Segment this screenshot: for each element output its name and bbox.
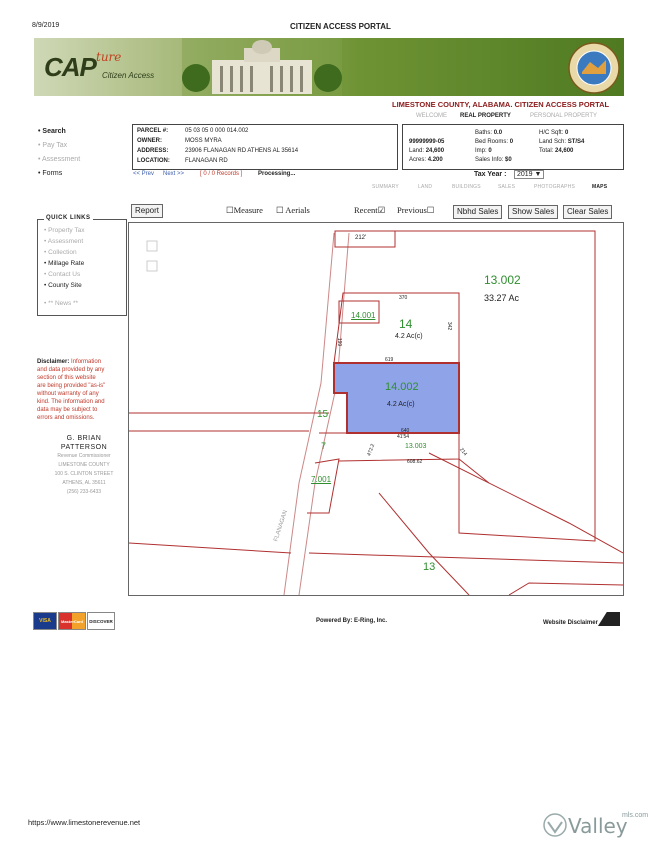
quick-link-millage-rate[interactable]: • Millage Rate bbox=[44, 260, 85, 267]
disclaimer-label: Disclaimer: bbox=[37, 359, 70, 365]
baths-value: 0.0 bbox=[493, 130, 503, 136]
report-button[interactable]: Report bbox=[131, 204, 163, 218]
dim-342: 342 bbox=[446, 321, 453, 331]
logo-script: ture bbox=[96, 50, 122, 64]
parcel-map-canvas bbox=[129, 223, 623, 595]
imp-value: 0 bbox=[488, 148, 492, 154]
parcel-13-002-area: 33.27 Ac bbox=[484, 293, 520, 303]
print-title: CITIZEN ACCESS PORTAL bbox=[290, 22, 391, 31]
hc-label: H/C Sqft: bbox=[539, 130, 564, 136]
quick-link-assessment[interactable]: • Assessment bbox=[44, 238, 84, 245]
print-date: 8/9/2019 bbox=[32, 22, 60, 29]
subject-parcel bbox=[334, 363, 459, 433]
summary-box bbox=[402, 124, 624, 170]
total-value: 24,600 bbox=[555, 148, 574, 154]
parcel-14-001[interactable]: 14.001 bbox=[351, 311, 376, 320]
quick-link-label: Collection bbox=[48, 249, 77, 256]
total-label: Total: bbox=[539, 148, 554, 154]
valley-brand-sup: mls.com bbox=[622, 812, 649, 819]
landsch-label: Land Sch: bbox=[539, 139, 567, 145]
nbhd-sales-button[interactable]: Nbhd Sales bbox=[453, 205, 502, 219]
valley-brand: Valley bbox=[568, 814, 628, 838]
dim-top: 212' bbox=[355, 235, 367, 241]
nav-pay-tax[interactable]: • Pay Tax bbox=[38, 142, 68, 149]
parcel-info-box bbox=[132, 124, 398, 170]
land-label: Land: bbox=[409, 148, 425, 154]
location-label: LOCATION: bbox=[137, 158, 170, 164]
quick-link-label: Assessment bbox=[47, 238, 84, 245]
quick-link-contact-us[interactable]: • Contact Us bbox=[44, 271, 81, 278]
location-value: FLANAGAN RD bbox=[185, 158, 228, 164]
tab-real-property[interactable]: REAL PROPERTY bbox=[460, 113, 511, 119]
address-label: ADDRESS: bbox=[137, 148, 169, 154]
official-block bbox=[37, 434, 131, 497]
dim-608-62: 608.62 bbox=[407, 459, 423, 465]
tab-summary[interactable]: SUMMARY bbox=[372, 184, 399, 190]
parcel-14-002[interactable]: 14.002 bbox=[385, 381, 419, 393]
quick-link-label: ** News ** bbox=[48, 300, 79, 307]
road-label: FLANAGAN bbox=[273, 509, 290, 543]
acres-value: 4.200 bbox=[427, 157, 443, 163]
parcel-value: 05 03 05 0 000 014.002 bbox=[185, 128, 249, 134]
measure-label: Measure bbox=[233, 205, 263, 215]
quick-link-label: Property Tax bbox=[48, 227, 85, 234]
logo-sub: Citizen Access bbox=[102, 71, 155, 80]
sales-label: Sales Info: bbox=[475, 157, 504, 163]
official-county: LIMESTONE COUNTY bbox=[58, 462, 110, 468]
quick-link-property-tax[interactable]: • Property Tax bbox=[44, 227, 85, 234]
footer-corner-decoration bbox=[598, 612, 620, 626]
records-count: [ 0 / 0 Records ] bbox=[200, 171, 243, 177]
quick-link-collection[interactable]: • Collection bbox=[44, 249, 77, 256]
disclaimer-line: without warranty of any bbox=[37, 391, 99, 397]
disclaimer-line: data may be subject to bbox=[37, 407, 98, 413]
disclaimer-line: errors and omissions. bbox=[37, 415, 95, 421]
page-url: https://www.limestonerevenue.net bbox=[28, 818, 141, 827]
disclaimer-line: are being provided "as-is" bbox=[37, 383, 106, 389]
dim-41-54: 41'54 bbox=[397, 434, 410, 440]
nav-assessment[interactable]: • Assessment bbox=[38, 156, 81, 163]
tax-year-select[interactable] bbox=[514, 170, 544, 179]
disclaimer bbox=[37, 358, 125, 422]
quick-links-title: QUICK LINKS bbox=[46, 215, 91, 221]
tab-buildings[interactable]: BUILDINGS bbox=[452, 184, 481, 190]
valley-logo-icon bbox=[542, 812, 568, 838]
next-link[interactable]: Next >> bbox=[163, 171, 185, 177]
acres-label: Acres: bbox=[409, 157, 427, 163]
tax-year-label: Tax Year : bbox=[474, 171, 507, 178]
dim-472: 472.2 bbox=[366, 443, 377, 457]
recent-label: Recent bbox=[354, 205, 378, 215]
nav-search[interactable]: • Search bbox=[38, 128, 66, 135]
website-disclaimer-link[interactable]: Website Disclaimer bbox=[543, 620, 598, 626]
parcel-15[interactable]: 15 bbox=[317, 409, 329, 420]
bed-value: 0 bbox=[509, 139, 514, 145]
quick-link-county-site[interactable]: • County Site bbox=[44, 282, 82, 289]
disclaimer-line: kind. The information and bbox=[37, 399, 105, 405]
owner-value: MOSS MYRA bbox=[185, 138, 222, 144]
tab-sales[interactable]: SALES bbox=[498, 184, 516, 190]
logo-main: CAP bbox=[44, 52, 96, 82]
dim-214: 214 bbox=[458, 446, 469, 458]
clear-sales-button[interactable]: Clear Sales bbox=[563, 205, 612, 219]
powered-by: Powered By: E-Ring, Inc. bbox=[316, 618, 388, 624]
official-address: 100 S. CLINTON STREET bbox=[54, 471, 114, 477]
recent-toggle[interactable] bbox=[354, 205, 385, 216]
quick-links-box bbox=[37, 215, 127, 316]
parcel-label: PARCEL #: bbox=[137, 128, 169, 134]
official-name: G. BRIAN bbox=[66, 435, 102, 442]
disclaimer-line: Information bbox=[71, 359, 102, 365]
dim-370: 370 bbox=[399, 295, 408, 301]
previous-toggle[interactable] bbox=[397, 205, 434, 216]
quick-link-label: Millage Rate bbox=[48, 260, 85, 267]
chevron-down-icon: ▼ bbox=[534, 171, 542, 178]
nav-forms[interactable]: • Forms bbox=[38, 170, 63, 177]
parcel-13[interactable]: 13 bbox=[423, 561, 436, 573]
quick-link-news[interactable]: • ** News ** bbox=[44, 300, 79, 307]
parcel-7[interactable]: 7 bbox=[321, 441, 327, 451]
bed-label: Bed Rooms: bbox=[475, 139, 509, 145]
checkbox-icon: ☐ bbox=[426, 205, 435, 215]
parcel-13-003[interactable]: 13.003 bbox=[405, 443, 427, 450]
nav-assessment-label: Assessment bbox=[42, 156, 81, 163]
checkbox-icon: ☐ bbox=[226, 205, 234, 215]
parcel-14[interactable]: 14 bbox=[399, 317, 413, 331]
imp-label: Imp: bbox=[475, 148, 487, 154]
address-value: 23906 FLANAGAN RD ATHENS AL 35614 bbox=[185, 148, 299, 154]
quick-link-label: Contact Us bbox=[48, 271, 81, 278]
baths-label: Baths: bbox=[475, 130, 493, 136]
nav-pay-tax-label: Pay Tax bbox=[42, 142, 68, 149]
discover-icon: DISCOVER bbox=[87, 612, 115, 630]
hc-value: 0 bbox=[565, 130, 569, 136]
parcel-map[interactable] bbox=[128, 222, 624, 596]
checkbox-checked-icon: ☑ bbox=[377, 205, 386, 215]
land-value: 24,600 bbox=[425, 148, 445, 154]
processing-status: Processing... bbox=[258, 171, 296, 177]
dim-640: 640 bbox=[401, 428, 410, 434]
county-seal-icon bbox=[568, 42, 620, 94]
sales-value: $0 bbox=[505, 157, 512, 163]
dim-199: 199 bbox=[336, 337, 343, 347]
parcel-14-002-area: 4.2 Ac(c) bbox=[387, 401, 415, 408]
mastercard-icon: MasterCard bbox=[58, 612, 86, 630]
disclaimer-line: and data provided by any bbox=[37, 367, 105, 373]
tab-photographs[interactable]: PHOTOGRAPHS bbox=[534, 184, 576, 190]
visa-icon: VISA bbox=[33, 612, 57, 630]
portal-title: LIMESTONE COUNTY, ALABAMA. CITIZEN ACCESS PORTAL bbox=[392, 100, 610, 109]
previous-label: Previous bbox=[397, 205, 427, 215]
prev-link[interactable]: << Prev bbox=[133, 171, 155, 177]
official-phone: (256) 233-6433 bbox=[66, 489, 102, 495]
summary-id: 99999999-05 bbox=[409, 139, 445, 145]
tab-personal-property[interactable]: PERSONAL PROPERTY bbox=[530, 113, 598, 119]
tab-land[interactable]: LAND bbox=[418, 184, 433, 190]
banner bbox=[34, 38, 624, 96]
quick-link-label: County Site bbox=[48, 282, 82, 289]
dim-619: 619 bbox=[385, 357, 394, 363]
courthouse-image bbox=[182, 38, 342, 96]
nav-forms-label: Forms bbox=[42, 170, 63, 177]
landsch-value: ST/S4 bbox=[567, 139, 585, 145]
tab-maps[interactable]: MAPS bbox=[592, 184, 608, 190]
checkbox-icon: ☐ bbox=[276, 205, 284, 215]
nav-search-label: Search bbox=[42, 128, 66, 135]
aerials-label: Aerials bbox=[285, 205, 310, 215]
official-city: ATHENS, AL 35611 bbox=[62, 480, 106, 486]
parcel-7-001[interactable]: 7.001 bbox=[311, 475, 332, 484]
tab-welcome[interactable]: WELCOME bbox=[416, 113, 448, 119]
official-title: Revenue Commissioner bbox=[57, 453, 111, 459]
measure-toggle[interactable] bbox=[226, 205, 263, 216]
aerials-toggle[interactable] bbox=[276, 205, 310, 216]
show-sales-button[interactable]: Show Sales bbox=[508, 205, 558, 219]
owner-label: OWNER: bbox=[137, 138, 162, 144]
tax-year-value: 2019 bbox=[517, 171, 533, 178]
parcel-14-area: 4.2 Ac(c) bbox=[395, 333, 423, 340]
parcel-13-002[interactable]: 13.002 bbox=[484, 273, 521, 287]
disclaimer-line: section of this website bbox=[37, 375, 96, 381]
official-name-2: PATTERSON bbox=[60, 444, 108, 451]
